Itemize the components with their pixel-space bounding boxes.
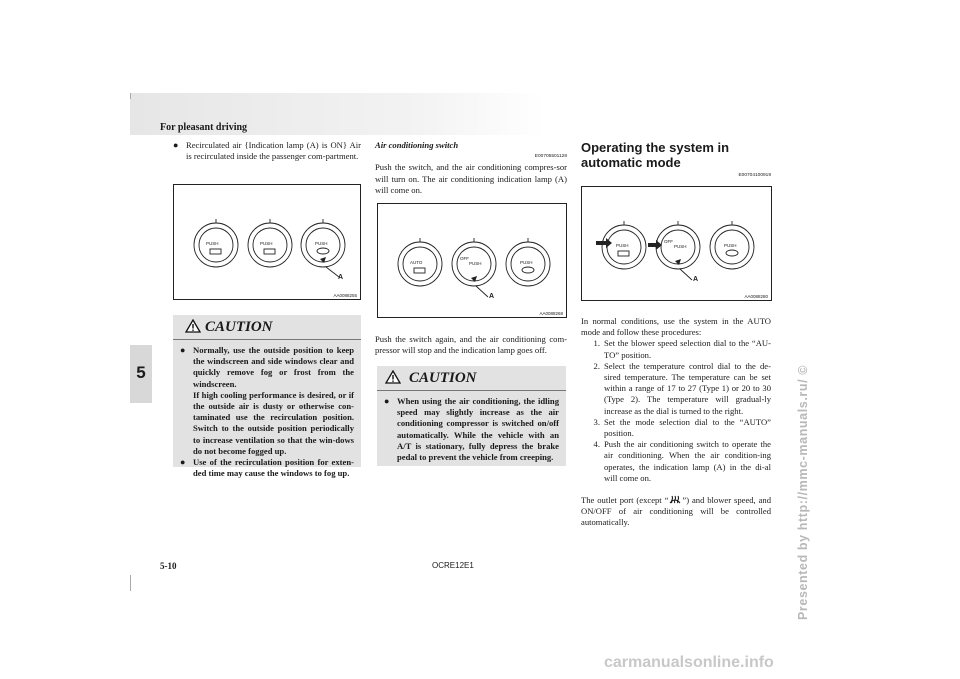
paragraph: Push the switch again, and the air conditioning com-pressor will stop and the indication lamp goes off. xyxy=(375,334,567,356)
caution-box-1 xyxy=(173,315,361,479)
dial-label: OFF xyxy=(460,256,469,261)
step-text: Select the temperature control dial to the de-sired temperature. The temperature can be set within a range of 17 to 27 (Type 1) or 20 to 30 (Type 2). The temperature will gradual-ly increase as the dial is turned to the right. xyxy=(604,360,771,416)
step-number: 4. xyxy=(593,439,600,450)
step-number: 2. xyxy=(593,360,600,371)
step-text: Set the blower speed selection dial to the “AU-TO” position. xyxy=(604,338,771,360)
caution-body xyxy=(173,340,361,483)
caution-text: Use of the recirculation position for exten-ded time may cause the windows to fog up. xyxy=(193,457,354,479)
caution-text: When using the air conditioning, the idling speed may slightly increase as the air conditioning compressor is switched on/off automatically. While the vehicle with an A/T is stationary, fully depress the brake pedal to prevent the vehicle from creeping. xyxy=(397,396,559,463)
dial-label: PUSH xyxy=(206,241,219,246)
section-header: For pleasant driving xyxy=(160,122,248,133)
subsection-heading-row xyxy=(375,140,567,151)
chapter-number: 5 xyxy=(136,363,146,382)
figure-recirculation xyxy=(173,184,361,300)
column-3-body xyxy=(581,316,771,529)
procedure-step xyxy=(581,439,771,484)
subsection-heading: Air conditioning switch xyxy=(375,140,459,150)
document-code: OCRE12E1 xyxy=(432,561,474,570)
column-3 xyxy=(581,140,771,181)
section-code: E00704100919 xyxy=(738,173,771,178)
caution-title: CAUTION xyxy=(205,319,273,335)
dial-label: PUSH xyxy=(260,241,273,246)
step-text: Set the mode selection dial to the “AUTO” position. xyxy=(604,416,771,439)
bullet-icon: ● xyxy=(173,140,179,150)
section-title: Operating the system in automatic mode xyxy=(581,140,730,170)
caution-title: CAUTION xyxy=(409,370,477,386)
caution-item xyxy=(180,345,354,457)
section-code: E00705501128 xyxy=(534,154,567,160)
warning-triangle-icon xyxy=(385,370,401,384)
procedure-step xyxy=(581,338,771,360)
bullet-icon: ● xyxy=(180,345,186,355)
bottom-watermark: carmanualsonline.info xyxy=(604,654,774,671)
caution-body xyxy=(377,391,566,467)
dial-label: PUSH xyxy=(520,260,533,265)
paragraph: The outlet port (except “ ”) and blower speed, and ON/OFF of air conditioning will be controlled automatically. xyxy=(581,495,771,528)
step-number: 3. xyxy=(593,416,600,427)
chapter-tab xyxy=(130,345,152,403)
dial-label: PUSH xyxy=(315,241,328,246)
bullet-icon: ● xyxy=(384,396,390,406)
figure-ac-switch xyxy=(377,203,567,318)
defroster-icon xyxy=(668,495,682,504)
figure-code: AA0088255 xyxy=(333,293,357,298)
caution-item xyxy=(384,396,559,463)
paragraph: Push the switch, and the air conditioning compres-sor will turn on. The air conditioning indication lamp (A) will come on. xyxy=(375,162,567,195)
dial-label: PUSH xyxy=(469,261,482,266)
caution-text: Normally, use the outside position to keep the windscreen and side windows clear and quickly remove fog or frost from the windscreen. xyxy=(193,345,354,389)
dial-label: PUSH xyxy=(616,243,629,248)
column-1 xyxy=(173,140,361,162)
procedure-step xyxy=(581,417,771,439)
dial-label: PUSH xyxy=(724,243,737,248)
side-watermark: Presented by http://mmc-manuals.ru/ © xyxy=(796,364,810,620)
figure-callout-a: A xyxy=(693,276,699,283)
figure-code: AA0088280 xyxy=(744,294,768,299)
bullet-icon: ● xyxy=(180,457,186,468)
caution-header xyxy=(173,315,361,340)
procedure-step xyxy=(581,361,771,417)
bullet-text: Recirculated air {Indication lamp (A) is ON} Air is recirculated inside the passenger com-partment. xyxy=(186,140,361,162)
bullet-item xyxy=(173,140,361,162)
paragraph: In normal conditions, use the system in the AUTO mode and follow these procedures: xyxy=(581,316,771,338)
caution-box-2 xyxy=(377,366,566,466)
warning-triangle-icon xyxy=(185,319,201,333)
figure-auto-mode xyxy=(581,186,772,301)
dial-label: PUSH xyxy=(674,244,687,249)
figure-callout-a: A xyxy=(338,274,344,281)
crop-mark xyxy=(130,575,131,591)
dial-label: AUTO xyxy=(410,260,423,265)
figure-callout-a: A xyxy=(489,293,495,300)
caution-header xyxy=(377,366,566,391)
figure-code: AA0088268 xyxy=(539,311,563,316)
column-2 xyxy=(375,140,567,196)
caution-text: If high cooling performance is desired, or if the outside air is dusty or otherwise con-taminated use the recirculation position. Switch to the outside position periodically to increase ventilation so that the win-dows do not become fogged up. xyxy=(193,389,354,456)
procedure-list xyxy=(581,338,771,484)
crop-mark xyxy=(130,93,131,99)
dial-label: OFF xyxy=(664,239,673,244)
step-number: 1. xyxy=(593,338,600,349)
caution-item xyxy=(180,457,354,479)
page-number: 5-10 xyxy=(160,561,177,571)
step-text: Push the air conditioning switch to operate the air conditioning. When the air condition-ing operates, the indication lamp (A) in the di-al will come on. xyxy=(604,439,771,483)
